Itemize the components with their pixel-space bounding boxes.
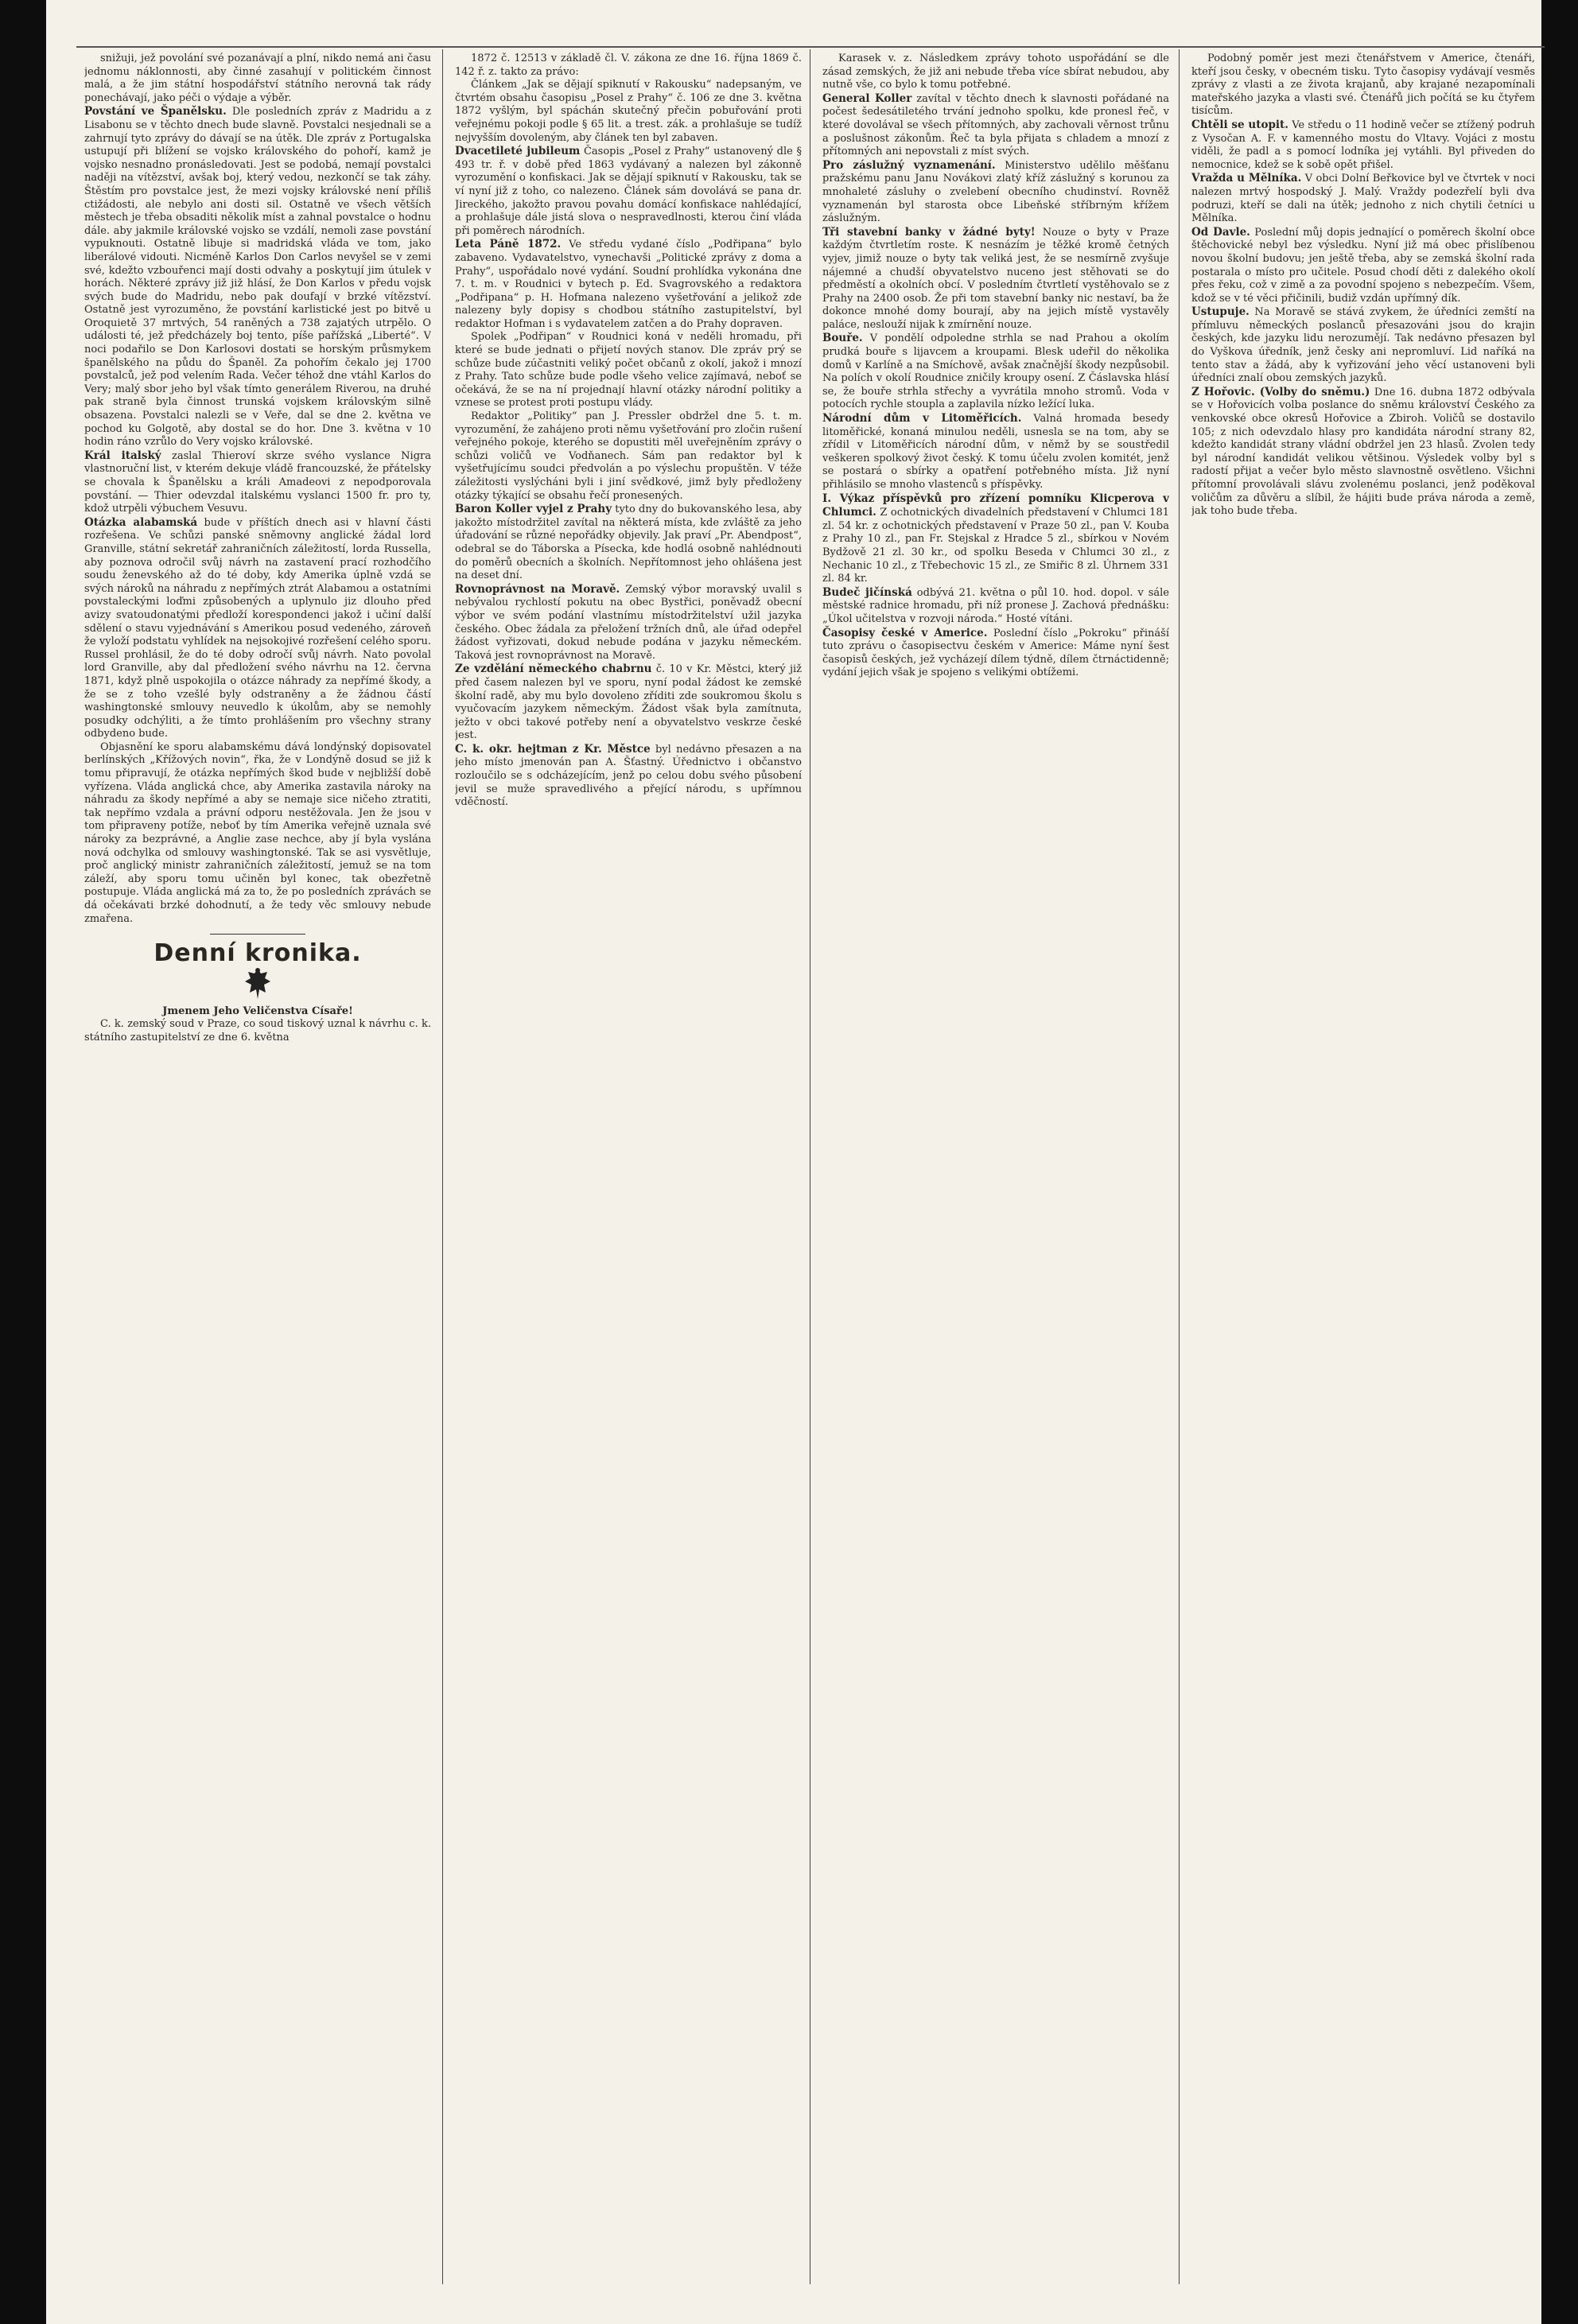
- article-text: Poslední můj dopis jednající o poměrech školní obce štěchovické nebyl bez výsledku. Nyní již má obec přislíbenou novou školní budovu; jen ještě třeba, aby se zemská školní rada postarala o místo pro učitele. Posud chodí děti z dalekého okolí přes řeku, což v zimě a za povodní spojeno s nebezpečím. Všem, kdož se v té věci přičinili, budiž vzdán upřímný dík.: [1191, 226, 1535, 305]
- column-1: [84, 52, 431, 2272]
- article-heading: Národní dům v Litoměřicích.: [822, 412, 1022, 426]
- section-divider: [210, 934, 305, 935]
- article-heading: Baron Koller vyjel z Prahy: [455, 503, 612, 516]
- article-heading: Rovnoprávnost na Moravě.: [455, 582, 620, 596]
- column-3: [822, 52, 1169, 2272]
- article-heading: Král italský: [84, 449, 161, 462]
- article-text: Časopis „Posel z Prahy“ ustanovený dle § 493 tr. ř. v době před 1863 vydávaný a nalezen byl zákonně vyrozumění o konfiskaci. Jak se dějají spiknutí v Rakousku, tak se ví nyní již z toho, co nalezeno. Článek sám dovolává se pana dr. Jireckého, jakožto pravou povahu domácí konfiskace nahlédající, a prohlašuje dále jistá slova o nespravedlnosti, kterou činí vláda při poměrech národních.: [455, 146, 802, 237]
- article-heading: C. k. okr. hejtman z Kr. Městce: [455, 742, 651, 756]
- article-heading: Chtěli se utopit.: [1191, 118, 1288, 131]
- article-text: Dne 16. dubna 1872 odbývala se v Hořovicích volba poslance do sněmu království Českého za venkovské obce okresů Hořovice a Zbiroh. Voličů se dostavilo 105; z nich odevzdalo hlasy pro kandidáta národní strany 82, kdežto kandidát strany vládní obdržel jen 23 hlasů. Zvolen tedy byl národní kandidát velikou většinou. Výsledek volby byl s radostí přijat a večer bylo město slavnostně osvětleno. Všichni přítomní provolávali slávu zvolenému poslanci, jenž poděkoval voličům za důvěru a slíbil, že hájiti bude práva národa a země, jak toho bude třeba.: [1191, 386, 1535, 518]
- article-text: V pondělí odpoledne strhla se nad Prahou a okolím prudká bouře s lijavcem a kroupami. Blesk udeřil do několika domů v Karlíně a na Smíchově, avšak značnější škody nezpůsobil. Na polích v okolí Roudnice zničily kroupy osení. Z Čáslavska hlásí se, že bouře strhla střechy a vyvrátila mnoho stromů. Voda v potocích rychle stoupla a zaplavila nízko ležící luka.: [822, 332, 1169, 411]
- article-heading: Budeč jičínská: [822, 585, 912, 599]
- article-heading: Povstání ve Španělsku.: [84, 105, 227, 119]
- article-heading: Otázka alabamská: [84, 515, 198, 529]
- article-text: V obci Dolní Beřkovice byl ve čtvrtek v noci nalezen mrtvý hospodský J. Malý. Vraždy podezřelí byli dva podruzi, kteří se dali na útěk; jednoho z nich chytili četníci u Mělníka.: [1191, 173, 1535, 225]
- article-text: Nouze o byty v Praze každým čtvrtletím roste. K nesnázím je těžké kromě četných vyjev, jimiž nouze o byty tak veliká jest, že se nesmírně zvyšuje nájemné a chudší obyvatelstvo nuceno jest stěhovati se do předměstí a okolních obcí. V posledním čtvrtletí vystěhovalo se z Prahy na 2400 osob. Že při tom stavební banky nic nestaví, ba že dokonce mnohé domy bourají, aby na jejich místě vystavěly paláce, neslouží nijak k zmírnění nouze.: [822, 226, 1169, 331]
- article-paragraph: Článkem „Jak se dějají spiknutí v Rakousku“ nadepsaným, ve čtvrtém obsahu časopisu „Posel z Prahy“ č. 106 ze dne 3. května 1872 vyšlým, byl spáchán skutečný přečin pobuřování proti veřejnému pokoji podle § 65 lit. a trest. zák. a prohlašuje se tudíž nejvyšším dovoleným, aby článek ten byl zabaven.: [455, 79, 802, 144]
- article-heading: Ustupuje.: [1191, 305, 1250, 319]
- article-paragraph: Podobný poměr jest mezi čtenářstvem v Americe, čtenáři, kteří jsou česky, v obecném tisku. Tyto časopisy vydávají vesměs zprávy z vlasti a ze života krajanů, aby krajané nezapomínali mateřského jazyka a vlasti své. Čtenářů jich počítá se ku čtyřem tisícům.: [1191, 52, 1535, 118]
- article-text: Dle posledních zpráv z Madridu a z Lisabonu se v těchto dnech bude slavně. Povstalci nesjednali se a zahrnují tyto zprávy do dávají se na útěk. Dle zpráv z Portugalska ustupují při blížení se vojsko královského do pohoří, kamž je vojsko nesnadno pronásledovati. Jest se podobá, nemají povstalci naději na vítězství, avšak boj, který vedou, nezkončí se tak záhy. Štěstím pro povstalce jest, že mezi vojsky královské není příliš ctižádosti, ale nebylo ani dosti sil. Ostatně ve všech větších městech je třeba obsaditi několik míst a zahnal povstalce o hodnu dále. aby jakmile královské vojsko se vzdálí, nemoli zase povstání vypuknouti. Ostatně libuje si madridská vláda ve tom, jako liberálové vidouti. Nicméně Karlos Don Carlos nevyšel se v zemi své, kdežto vzbouřenci mají dosti odvahy a poskytují jim útulek v horách. Některé zprávy již již hlásí, že Don Karlos v předu vojsk svých bude do Madridu, nebo pak doufají v brzké vítězství. Ostatně jest vyrozuměno, že povstání karlistické jest po bitvě u Oroquietě 37 mrtvých, 54 raněných a 738 zajatých utrpělo. O události té, jež předcházely boj tento, píše pařížská „Liberté“. V noci podařilo se Don Karlosovi dostati se horským průsmykem španělského na půdu do Španěl. Za pohořím čekalo jej 1700 povstalců, jež pod velením Rada. Večer téhož dne vtáhl Karlos do Very; malý sbor jeho byl však tímto generálem Riverou, na druhé pak straně byla činnost trunská vojskem královským silně obsazena. Povstalci nalezli se v Veře, dal se dne 2. května ve pochod ku Golgotě, aby dostal se do hor. Dne 3. května v 10 hodin ráno vzrůlo do Very vojsko královské.: [84, 106, 431, 449]
- column-rule: [442, 49, 443, 2284]
- article-text: Poslední číslo „Pokroku“ přináší tuto zprávu o časopisectvu českém v Americe: Máme nyní šest časopisů českých, jež vycházejí dílem týdně, dílem čtrnáctidenně; vydání jejich však je spojeno s velikými obtížemi.: [822, 627, 1169, 679]
- article-paragraph: snižuji, jež povolání své pozanávají a plní, nikdo nemá ani času jednomu náklonnosti, aby činné zasahují v politickém činnost malá, a že jim státní hospodářství státního nerovná tak rády ponechávají, jako péči o výdaje a výběr.: [84, 52, 431, 104]
- scan-border-right: [1541, 0, 1578, 2324]
- imperial-eagle-icon: [242, 966, 274, 1002]
- article-paragraph: Spolek „Podřipan“ v Roudnici koná v neděli hromadu, při které se bude jednati o přijetí nových stanov. Dle zpráv prý se schůze bude zúčastniti veliký počet občanů z okolí, jakož i mnozí z Prahy. Tato schůze bude podle všeho velice zajímavá, neboť se očekává, že se na ní projednají hlavní otázky národní politiky a vznese se protest proti postupu vlády.: [455, 331, 802, 410]
- article-heading: Z Hořovic. (Volby do sněmu.): [1191, 385, 1370, 398]
- top-rule: [76, 46, 1545, 48]
- article-heading: Bouře.: [822, 332, 863, 345]
- column-4: [1191, 52, 1535, 2272]
- article-paragraph: Karasek v. z. Následkem zprávy tohoto uspořádání se dle zásad zemských, že již ani nebude třeba více sbírat nebudou, aby nutně vše, co bylo k tomu potřebné.: [822, 52, 1169, 91]
- decree-heading: Jmenem Jeho Veličenstva Císaře!: [162, 1005, 353, 1017]
- column-rule: [1179, 49, 1180, 2284]
- article-text: Ve středu vydané číslo „Podřipana“ bylo zabaveno. Vydavatelstvo, vynechavši „Politické zprávy z doma a Prahy“, uspořádalo nové vydání. Soudní prohlídka vykonána dne 7. t. m. v Roudnici v bytech p. Ed. Svagrovského a redaktora „Podřipana“ p. H. Hofmana nalezeno vyšetřování a jelikož zde nalezeny byly dopisy s chodbou státního zastupitelství, byl redaktor Hofman i s vydavatelem zatčen a do Prahy dopraven.: [455, 239, 802, 330]
- article-text: Ministerstvo udělilo měšťanu pražskému panu Janu Novákovi zlatý kříž záslužný s korunou za mnohaleté zásluhy o zvelebení obecního chudinství. Rovněž vyznamenán byl starosta obce Libeňské stříbrným křížem záslužným.: [822, 159, 1169, 225]
- article-paragraph: Redaktor „Politiky“ pan J. Pressler obdržel dne 5. t. m. vyrozumění, že zahájeno proti němu vyšetřování pro zločin rušení veřejného pokoje, kterého se dopustiti měl uveřejněním zprávy o schůzi voličů ve Vodňanech. Sám pan redaktor byl k vyšetřujícímu soudci předvolán a po výslechu propuštěn. V téže záležitosti vyslýcháni byli i jiní svědkové, jimž byly předloženy otázky týkající se obsahu řečí pronesených.: [455, 410, 802, 502]
- article-text: Valná hromada besedy litoměřické, konaná minulou neděli, usnesla se na tom, aby se zřídil v Litoměřicích národní dům, v němž by se soustředil veškeren spolkový život český. K tomu účelu zvolen komitét, jenž se postará o sbírky a opatření potřebného místa. Již nyní přihlásilo se mnoho vlastenců s příspěvky.: [822, 413, 1169, 491]
- article-heading: Leta Páně 1872.: [455, 238, 562, 251]
- article-text: bude v příštích dnech asi v hlavní části rozřešena. Ve schůzi panské sněmovny anglické žádal lord Granville, státní sekretář zahraničních záležitostí, lorda Russella, aby poznova odročil svůj návrh na zastavení prací rozhodčího soudu ženevského až do té doby, kdy Amerika úplně vzdá se svých nároků na náhradu z nepřímých ztrát Alabamou a ostatními povstaleckými loďmi způsobených a uplynulo jiz dlouho před avizy svatoudonatými předloží korespondenci jakož i učiní další sdělení o stavu vyjednávání s Amerikou posud vedeného, zároveň že vyloží podstatu vyhlídek na nejsokojivé rozřešení celého sporu. Russel prohlásil, že do té doby odročí svůj návrh. Nato povolal lord Granville, aby dal předložení svého návrhu na 12. června 1871, když plně uspokojila o otázce náhrady za nepřímé škody, a že se z toho vzešlé byly odstraněny a že žádnou částí washingtonské smlouvy neuvedlo k úkolům, aby se nemohly posudky odchýliti, a že tímto prohlášením pro všechny strany odbydeno bude.: [84, 516, 431, 740]
- article-paragraph: 1872 č. 12513 v základě čl. V. zákona ze dne 16. října 1869 č. 142 ř. z. takto za právo:: [455, 52, 802, 78]
- article-text: Zemský výbor moravský uvalil s nebývalou rychlostí pokutu na obec Bystřici, poněvadž obecní výbor ve svém podání vlastnímu místodržitelství užil jazyka českého. Obec žádala za přeložení tržních dnů, ale úřad odepřel žádost vyřizovati, dokud nebude podána v jazyku německém. Taková jest rovnoprávnost na Moravě.: [455, 583, 802, 662]
- article-text: odbývá 21. května o půl 10. hod. dopol. v sále městské radnice hromadu, při níž pronese J. Zachová přednášku: „Úkol učitelstva v rozvoji národa.“ Hosté vítáni.: [822, 586, 1169, 625]
- article-heading: Pro záslužný vyznamenání.: [822, 158, 996, 172]
- article-text: Z ochotnických divadelních představení v Chlumci 181 zl. 54 kr. z ochotnických představení v Praze 50 zl., pan V. Kouba z Prahy 10 zl., pan Fr. Stejskal z Hradce 5 zl., sbírkou v Novém Bydžově 21 zl. 30 kr., od spolku Beseda v Chlumci 30 zl., z Nechanic 10 zl., z Třebechovic 15 zl., ze Smiřic 8 zl. Úhrnem 331 zl. 84 kr.: [822, 507, 1169, 585]
- section-title: Denní kronika.: [154, 939, 362, 968]
- article-heading: Dvacetileté jubileum: [455, 145, 581, 158]
- article-text: zavítal v těchto dnech k slavnosti pořádané na počest šedesátiletého trvání jednoho spolku, kde pronesl řeč, v které dovolával se všech přítomných, aby zachovali věrnost trůnu a poslušnost zákonům. Řeč ta byla přijata s chladem a mnozí z přítomných ani nepovstali z míst svých.: [822, 92, 1169, 158]
- article-heading: Tři stavební banky v žádné byty!: [822, 225, 1036, 239]
- article-text: zaslal Thieroví skrze svého vyslance Nigra vlastnoruční list, v kterém dekuje vládě francouzské, že přátelsky se chovala k Španělsku a králi Amadeovi z nepodporovala povstání. — Thier odevzdal italskému vyslanci 1500 fr. pro ty, kdož utrpěli výbuchem Vesuvu.: [84, 449, 431, 515]
- scan-border-left: [0, 0, 46, 2324]
- article-text: byl nedávno přesazen a na jeho místo jmenován pan A. Šťastný. Úřednictvo i občanstvo rozloučilo se s odcházejícím, jenž po celou dobu svého působení jevil se muže spravedlivého a přející národu, s upřímnou vděčností.: [455, 743, 802, 809]
- article-heading: General Koller: [822, 91, 912, 105]
- article-text: tyto dny do bukovanského lesa, aby jakožto místodržitel zavítal na některá místa, kde zvláště za jeho úřadování se různé nepořádky objevily. Jak praví „Pr. Abendpost“, odebral se do Táborska a Písecka, kde hodlá osobně nahlédnouti do poměrů obecních a školních. Nepřítomnost jeho ohlášena jest na deset dní.: [455, 503, 802, 582]
- article-text: č. 10 v Kr. Městci, který již před časem nalezen byl ve sporu, nyní podal žádost ke zemské školní radě, aby mu bylo dovoleno zříditi zde soukromou školu s vyučovacím jazykem německým. Žádost však byla zamítnuta, ježto v obci takové potřeby není a obyvatelstvo veskrze české jest.: [455, 663, 802, 742]
- article-heading: Časopisy české v Americe.: [822, 626, 988, 639]
- article-heading: Vražda u Mělníka.: [1191, 172, 1302, 185]
- article-paragraph: C. k. zemský soud v Praze, co soud tiskový uznal k návrhu c. k. státního zastupitelství ze dne 6. května: [84, 1018, 431, 1043]
- article-heading: I. Výkaz příspěvků pro zřízení pomníku Klicperova v Chlumci.: [822, 492, 1169, 519]
- article-heading: Ze vzdělání německého chabrnu: [455, 663, 652, 676]
- article-text: Ve středu o 11 hodině večer se ztížený podruh z Vysočan A. F. v kamenného mostu do Vltavy. Vojáci z mostu viděli, že padl a s pomocí lodníka jej vytáhli. Byl přiveden do nemocnice, kdež se k sobě opět přišel.: [1191, 119, 1535, 171]
- article-text: Na Moravě se stává zvykem, že úředníci zemští na přímluvu německých poslanců přesazováni jsou do krajin českých, kde jazyku lidu nerozumějí. Tak nedávno přesazen byl do Vyškova úředník, jenž česky ani nepromluví. Lid naříká na tento stav a žádá, aby k vyřizování jeho věcí ustanoveni byli úředníci znalí obou zemských jazyků.: [1191, 306, 1535, 385]
- article-paragraph: Objasnění ke sporu alabamskému dává londýnský dopisovatel berlínských „Křížových novin“, řka, že v Londýně dosud se již k tomu připravují, že otázka nepřímých škod bude v nejbližší době vyřízena. Vláda anglická chce, aby Amerika zastavila nároky na náhradu za škody nepřímé a aby se nemaje sice ničeho ztratiti, tak nepřímo vzdala a právní odporu nestěžovala. Jen že jsou v tom připraveny potíže, neboť by tím Amerika veřejně uznala své nároky za bezprávné, a Anglie zase nechce, aby jí byla vyslána nová odchylka od smlouvy washingtonské. Tak se asi vysvětluje, proč anglický ministr zahraničních záležitostí, jemuž se na tom záleží, aby sporu tomu učiněn byl konec, tak obezřetně postupuje. Vláda anglická má za to, že po posledních zprávách se dá očekávati brzké dohodnutí, a že tedy věc smlouvy nebude zmařena.: [84, 740, 431, 925]
- article-heading: Od Davle.: [1191, 225, 1250, 239]
- column-2: [455, 52, 802, 2272]
